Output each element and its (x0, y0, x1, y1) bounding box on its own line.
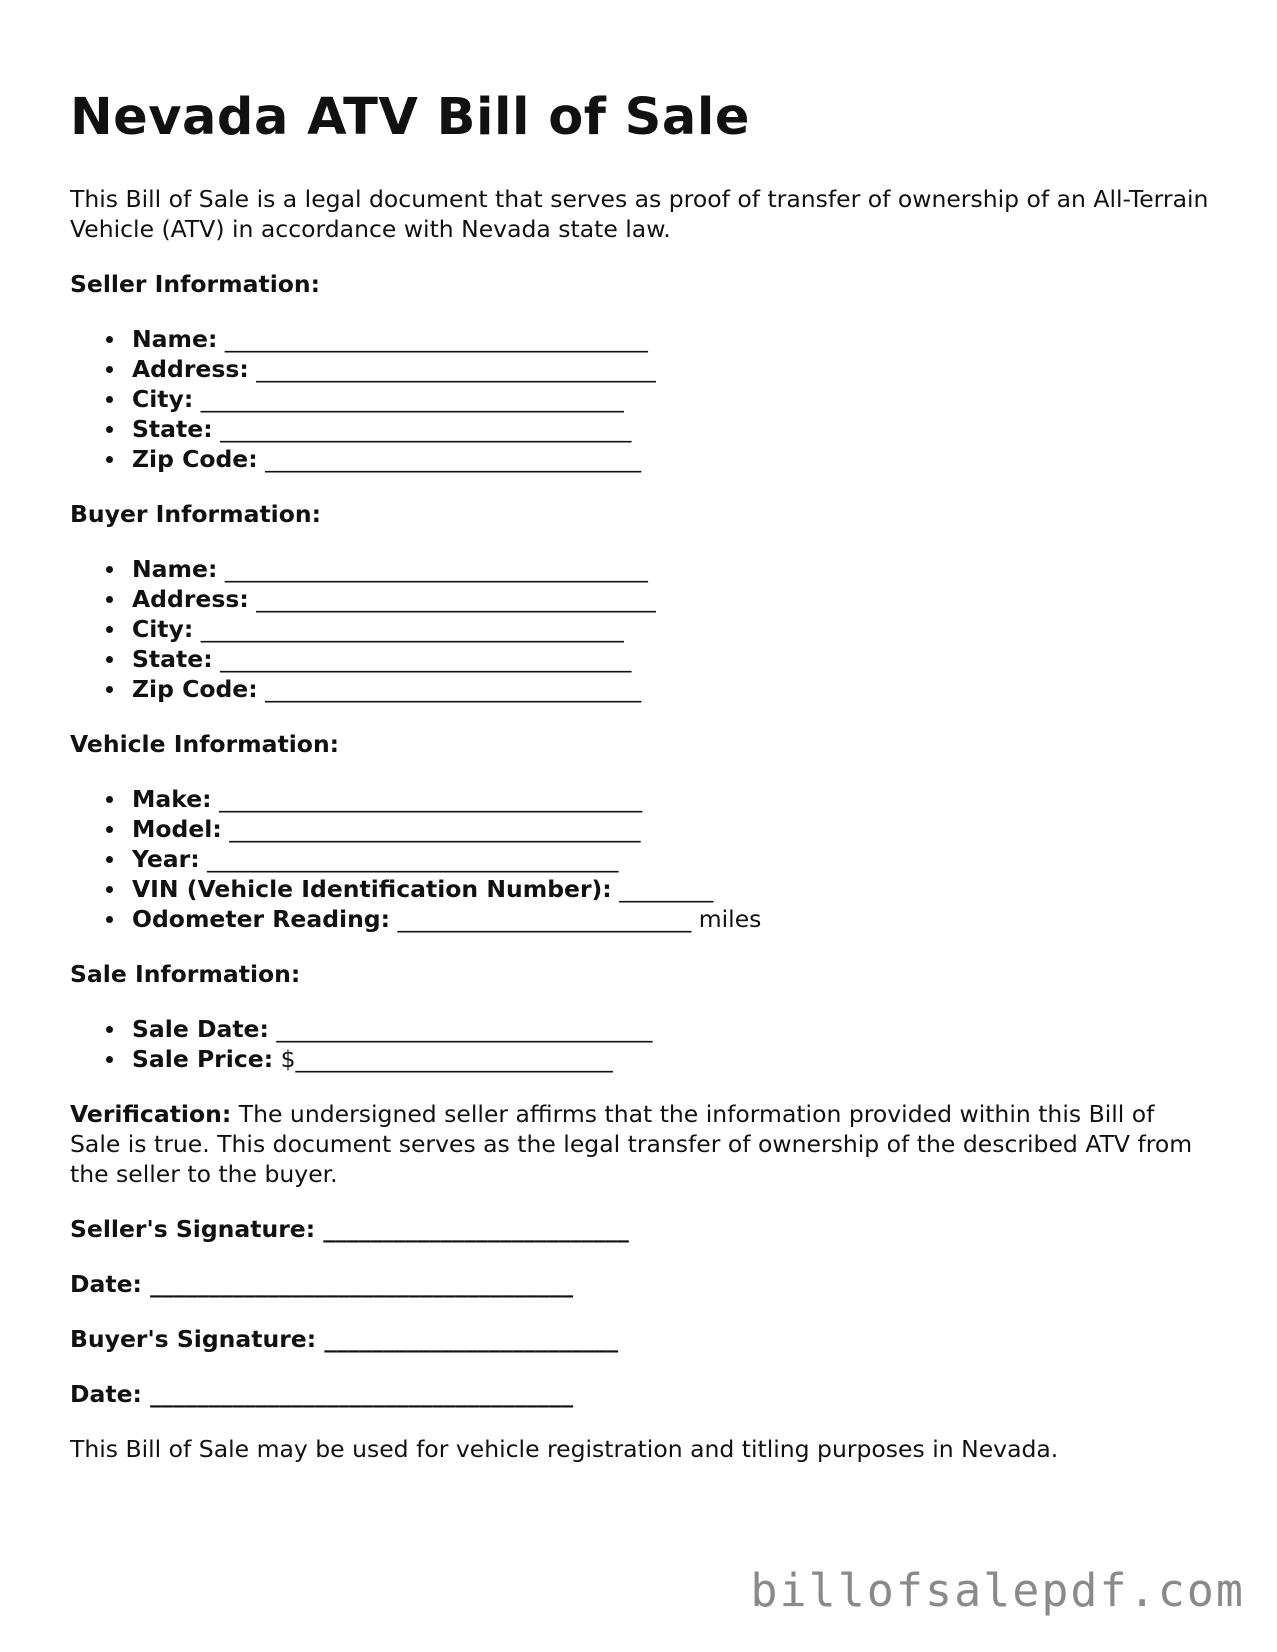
verification-text: The undersigned seller affirms that the information provided within this Bill of Sale is true. This document serves as the legal transfer of ownership of the described ATV from the seller to the buyer. (70, 1100, 1193, 1188)
seller-zip-field: Zip Code: ________________________________ (132, 444, 1210, 474)
seller-state-blank[interactable]: ___________________________________ (220, 415, 632, 443)
sale-date-blank[interactable]: ________________________________ (276, 1015, 653, 1043)
vehicle-make-field: Make: ____________________________________ (132, 784, 1210, 814)
closing-paragraph: This Bill of Sale may be used for vehicle registration and titling purposes in Nevada. (70, 1435, 1059, 1463)
seller-state-field: State: ___________________________________ (132, 414, 1210, 444)
buyer-zip-blank[interactable]: ________________________________ (265, 675, 642, 703)
buyer-city-blank[interactable]: ____________________________________ (200, 615, 624, 643)
seller-date-blank[interactable]: ____________________________________ (150, 1270, 574, 1298)
document-title: Nevada ATV Bill of Sale (70, 88, 750, 147)
seller-city-field: City: ____________________________________ (132, 384, 1210, 414)
seller-fields (70, 324, 1210, 474)
buyer-signature-blank[interactable]: _________________________ (324, 1325, 619, 1353)
vehicle-odometer-blank[interactable]: _________________________ (397, 905, 692, 933)
buyer-heading: Buyer Information: (70, 500, 322, 528)
buyer-state-blank[interactable]: ___________________________________ (220, 645, 632, 673)
seller-city-blank[interactable]: ____________________________________ (200, 385, 624, 413)
buyer-city-field: City: ____________________________________ (132, 614, 1210, 644)
seller-signature-blank[interactable]: __________________________ (323, 1215, 629, 1243)
buyer-date-blank[interactable]: ____________________________________ (150, 1380, 574, 1408)
buyer-address-blank[interactable]: __________________________________ (256, 585, 656, 613)
document-page (70, 84, 1210, 1464)
sale-price-blank[interactable]: $___________________________ (280, 1045, 613, 1073)
seller-address-blank[interactable]: __________________________________ (256, 355, 656, 383)
vehicle-heading: Vehicle Information: (70, 730, 340, 758)
buyer-zip-field: Zip Code: ________________________________ (132, 674, 1210, 704)
watermark: billofsalepdf.com (750, 1564, 1245, 1617)
buyer-fields (70, 554, 1210, 704)
sale-heading: Sale Information: (70, 960, 301, 988)
buyer-date-line: Date: ____________________________________ (70, 1380, 574, 1408)
buyer-name-blank[interactable]: ____________________________________ (224, 555, 648, 583)
buyer-state-field: State: ___________________________________ (132, 644, 1210, 674)
buyer-address-field: Address: __________________________________ (132, 584, 1210, 614)
vehicle-vin-field: VIN (Vehicle Identification Number): ________ (132, 874, 1210, 904)
vehicle-odometer-field: Odometer Reading: _________________________ miles (132, 904, 1210, 934)
vehicle-year-blank[interactable]: ___________________________________ (207, 845, 619, 873)
seller-name-field: Name: ____________________________________ (132, 324, 1210, 354)
seller-name-blank[interactable]: ____________________________________ (224, 325, 648, 353)
verification-label: Verification: (70, 1100, 232, 1128)
seller-address-field: Address: __________________________________ (132, 354, 1210, 384)
vehicle-model-field: Model: ___________________________________ (132, 814, 1210, 844)
buyer-name-field: Name: ____________________________________ (132, 554, 1210, 584)
vehicle-fields (70, 784, 1210, 934)
vehicle-year-field: Year: ___________________________________ (132, 844, 1210, 874)
odometer-unit: miles (698, 905, 762, 933)
seller-zip-blank[interactable]: ________________________________ (265, 445, 642, 473)
intro-paragraph: This Bill of Sale is a legal document that serves as proof of transfer of ownership of an All-Terrain Vehicle (ATV) in accordance with Nevada state law. (70, 185, 1209, 243)
vehicle-make-blank[interactable]: ____________________________________ (219, 785, 643, 813)
buyer-signature-line: Buyer's Signature: _________________________ (70, 1325, 619, 1353)
sale-date-field: Sale Date: ________________________________ (132, 1014, 1210, 1044)
sale-price-field: Sale Price: $___________________________ (132, 1044, 1210, 1074)
seller-heading: Seller Information: (70, 270, 321, 298)
vehicle-model-blank[interactable]: ___________________________________ (229, 815, 641, 843)
vehicle-vin-blank[interactable]: ________ (619, 875, 714, 903)
seller-signature-line: Seller's Signature: __________________________ (70, 1215, 629, 1243)
seller-date-line: Date: ____________________________________ (70, 1270, 574, 1298)
verification-paragraph (70, 1099, 1210, 1189)
sale-fields (70, 1014, 1210, 1074)
